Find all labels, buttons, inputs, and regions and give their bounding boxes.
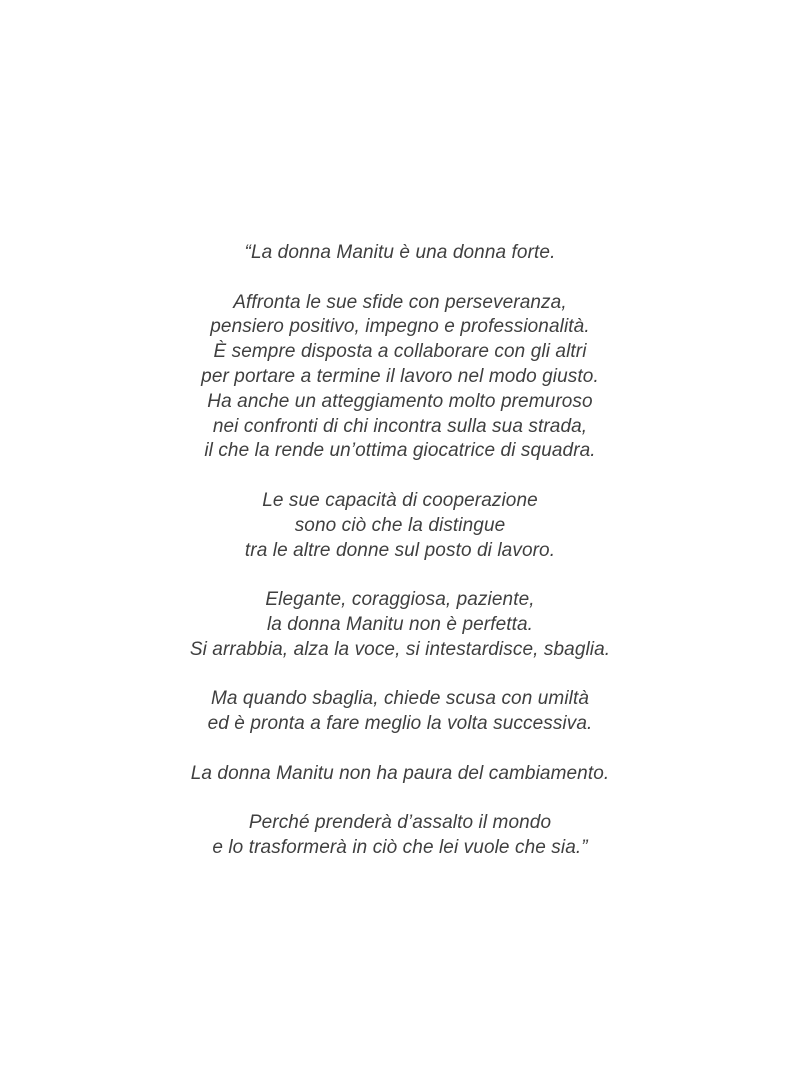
quote-line: Si arrabbia, alza la voce, si intestardisce, sbaglia. [189,638,611,660]
quote-line: e lo trasformerà in ciò che lei vuole che sia.” [212,837,588,859]
quote-line: La donna Manitu non ha paura del cambiamento. [190,762,610,784]
quote-line: nei confronti di chi incontra sulla sua strada, [212,415,588,437]
stanza-6 [0,762,800,787]
stanza-4 [0,588,800,662]
stanza-2 [0,291,800,465]
quote-line: Elegante, coraggiosa, paziente, [265,589,535,611]
stanza-1 [0,241,800,266]
quote-line: È sempre disposta a collaborare con gli altri [213,341,587,363]
quote-line: tra le altre donne sul posto di lavoro. [244,539,556,561]
quote-line: pensiero positivo, impegno e professionalità. [210,316,590,338]
quote-line: la donna Manitu non è perfetta. [266,613,534,635]
quote-line: “La donna Manitu è una donna forte. [244,242,556,263]
quote-line: Ma quando sbaglia, chiede scusa con umiltà [210,688,590,710]
quote-line: il che la rende un’ottima giocatrice di squadra. [204,440,596,462]
quote-block [0,241,800,886]
quote-line: per portare a termine il lavoro nel modo giusto. [201,365,599,387]
quote-line: Ha anche un atteggiamento molto premuroso [207,390,593,412]
stanza-7 [0,811,800,861]
stanza-3 [0,489,800,563]
quote-line: sono ciò che la distingue [294,514,506,536]
quote-line: Le sue capacità di cooperazione [262,489,538,511]
quote-line: Affronta le sue sfide con perseveranza, [233,291,567,313]
stanza-5 [0,687,800,737]
quote-line: ed è pronta a fare meglio la volta successiva. [207,713,593,735]
quote-line: Perché prenderà d’assalto il mondo [248,812,552,834]
